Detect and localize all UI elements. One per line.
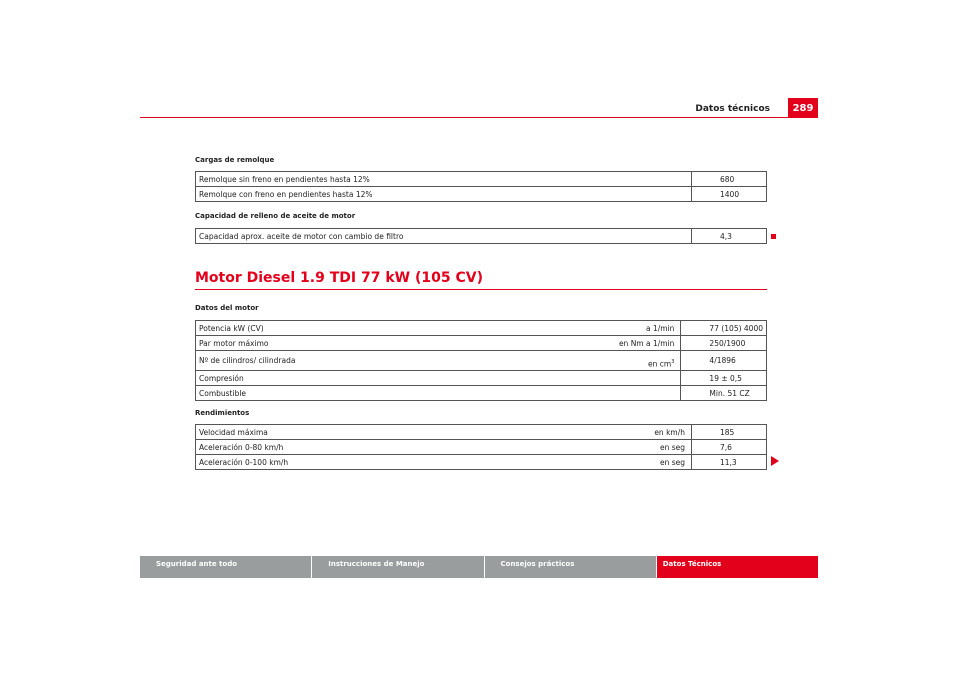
row-unit: a 1/min bbox=[646, 323, 675, 333]
row-label: Aceleración 0-100 km/h bbox=[196, 455, 483, 470]
footer-tab-instrucciones[interactable]: Instrucciones de Manejo bbox=[312, 556, 484, 578]
performance-table bbox=[195, 424, 767, 470]
row-unit: en Nm a 1/min bbox=[476, 336, 681, 351]
row-label: Par motor máximo bbox=[196, 336, 477, 351]
section-title-engine: Datos del motor bbox=[195, 304, 259, 312]
row-unit: en seg bbox=[482, 440, 692, 455]
row-label: Remolque con freno en pendientes hasta 12% bbox=[196, 187, 483, 202]
table-row bbox=[196, 440, 767, 455]
row-value: 680 bbox=[692, 172, 767, 187]
footer-tab-datos-tecnicos[interactable]: Datos Técnicos bbox=[657, 556, 818, 578]
table-row bbox=[196, 172, 767, 187]
section-title-performance: Rendimientos bbox=[195, 409, 250, 417]
section-end-marker bbox=[771, 234, 776, 239]
main-heading: Motor Diesel 1.9 TDI 77 kW (105 CV) bbox=[195, 270, 483, 286]
row-unit bbox=[482, 229, 692, 244]
page-number: 289 bbox=[788, 98, 818, 118]
row-value: 11,3 bbox=[692, 455, 767, 470]
row-value: 7,6 bbox=[692, 440, 767, 455]
row-label: Potencia kW (CV) bbox=[199, 323, 264, 333]
section-title-trailer: Cargas de remolque bbox=[195, 156, 275, 164]
footer-tab-consejos[interactable]: Consejos prácticos bbox=[485, 556, 657, 578]
table-row bbox=[196, 371, 767, 386]
row-value: 1400 bbox=[692, 187, 767, 202]
row-unit bbox=[482, 172, 692, 187]
continue-arrow-icon bbox=[771, 456, 779, 466]
row-unit bbox=[476, 371, 681, 386]
row-label: Remolque sin freno en pendientes hasta 12% bbox=[199, 174, 370, 184]
row-label: Capacidad aprox. aceite de motor con cambio de filtro bbox=[199, 231, 404, 241]
table-row bbox=[196, 229, 767, 244]
row-label: Velocidad máxima bbox=[199, 427, 268, 437]
row-unit: en seg bbox=[482, 455, 692, 470]
section-title-oil: Capacidad de relleno de aceite de motor bbox=[195, 212, 356, 220]
table-row bbox=[196, 425, 767, 440]
row-label: Aceleración 0-80 km/h bbox=[196, 440, 483, 455]
unit-text: en cm bbox=[648, 359, 672, 369]
row-value: 250/1900 bbox=[681, 336, 767, 351]
table-row bbox=[196, 455, 767, 470]
row-value: 77 (105) 4000 bbox=[681, 321, 767, 336]
row-label: Nº de cilindros/ cilindrada bbox=[196, 351, 477, 371]
table-row bbox=[196, 321, 767, 336]
unit-superscript: 3 bbox=[671, 358, 675, 365]
table-row bbox=[196, 336, 767, 351]
row-value: Min. 51 CZ bbox=[681, 386, 767, 401]
table-row bbox=[196, 187, 767, 202]
footer-tab-seguridad[interactable]: Seguridad ante todo bbox=[140, 556, 312, 578]
row-value: 4,3 bbox=[692, 229, 767, 244]
footer-navigation bbox=[140, 556, 818, 578]
row-value: 185 bbox=[692, 425, 767, 440]
row-unit: en km/h bbox=[654, 427, 685, 437]
header-divider bbox=[140, 117, 818, 118]
row-value: 4/1896 bbox=[681, 351, 767, 371]
page-header-title: Datos técnicos bbox=[695, 104, 770, 114]
row-unit bbox=[476, 386, 681, 401]
row-value: 19 ± 0,5 bbox=[681, 371, 767, 386]
engine-table bbox=[195, 320, 767, 401]
row-unit bbox=[476, 351, 681, 371]
row-label: Combustible bbox=[196, 386, 477, 401]
row-label: Compresión bbox=[196, 371, 477, 386]
trailer-table bbox=[195, 171, 767, 202]
oil-table bbox=[195, 228, 767, 244]
table-row bbox=[196, 351, 767, 371]
row-unit bbox=[482, 187, 692, 202]
table-row bbox=[196, 386, 767, 401]
heading-divider bbox=[195, 289, 767, 290]
